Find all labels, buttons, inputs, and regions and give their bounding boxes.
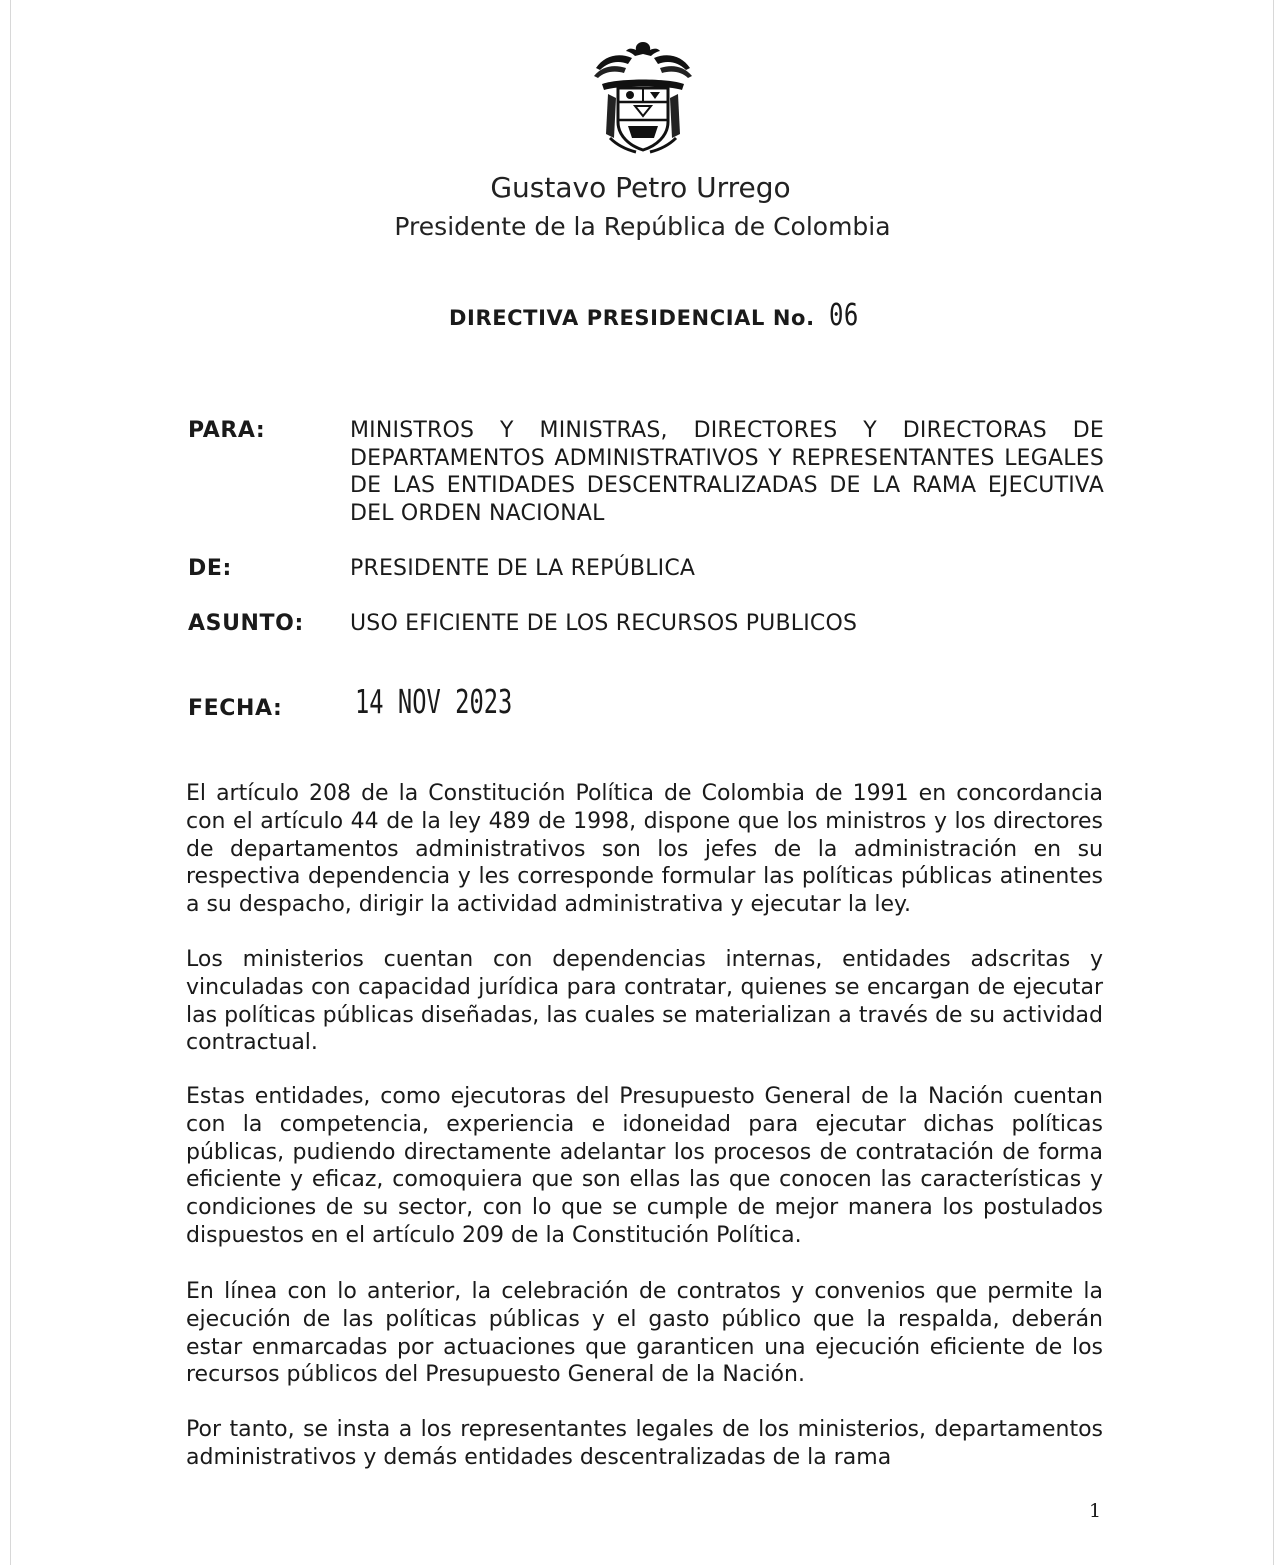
de-label: DE:	[188, 556, 232, 581]
president-name: Gustavo Petro Urrego	[490, 171, 791, 204]
body-paragraph-5: Por tanto, se insta a los representantes legales de los ministerios, departamentos administrativos y demás entidades descentralizadas de la rama	[186, 1417, 1103, 1470]
directive-number: 06	[828, 298, 859, 333]
asunto-value: USO EFICIENTE DE LOS RECURSOS PUBLICOS	[350, 611, 858, 636]
coat-of-arms-seal	[588, 38, 698, 156]
para-value: MINISTROS Y MINISTRAS, DIRECTORES Y DIRECTORAS DE DEPARTAMENTOS ADMINISTRATIVOS Y REPRESENTANTES LEGALES DE LAS ENTIDADES DESCENTRALIZADAS DE LA RAMA EJECUTIVA DEL ORDEN NACIONAL	[350, 418, 1104, 527]
directive-label: DIRECTIVA PRESIDENCIAL No.	[449, 306, 815, 330]
body-paragraph-4: En línea con lo anterior, la celebración de contratos y convenios que permite la ejecución de las políticas públicas y el gasto público que la respalda, deberán estar enmarcadas por actuaciones que garanticen una ejecución eficiente de los recursos públicos del Presupuesto General de la Nación.	[186, 1279, 1103, 1388]
body-paragraph-1: El artículo 208 de la Constitución Política de Colombia de 1991 en concordancia con el artículo 44 de la ley 489 de 1998, dispone que los ministros y los directores de departamentos administrativos son los jefes de la administración en su respectiva dependencia y les corresponde formular las políticas públicas atinentes a su despacho, dirigir la actividad administrativa y ejecutar la ley.	[186, 781, 1103, 918]
para-label: PARA:	[188, 418, 266, 443]
body-paragraph-2: Los ministerios cuentan con dependencias internas, entidades adscritas y vinculadas con capacidad jurídica para contratar, quienes se encargan de ejecutar las políticas públicas diseñadas, las cuales se materializan a través de su actividad contractual.	[186, 947, 1103, 1056]
fecha-label: FECHA:	[188, 696, 283, 721]
directive-heading	[449, 296, 866, 338]
president-title: Presidente de la República de Colombia	[394, 212, 891, 241]
asunto-label: ASUNTO:	[188, 611, 304, 636]
fecha-stamp: 14 NOV 2023	[355, 682, 513, 721]
body-paragraph-3: Estas entidades, como ejecutoras del Presupuesto General de la Nación cuentan con la competencia, experiencia e idoneidad para ejecutar dichas políticas públicas, pudiendo directamente adelantar los procesos de contratación de forma eficiente y eficaz, comoquiera que son ellas las que conocen las características y condiciones de su sector, con lo que se cumple de mejor manera los postulados dispuestos en el artículo 209 de la Constitución Política.	[186, 1084, 1103, 1248]
page-number: 1	[1089, 1500, 1102, 1522]
de-value: PRESIDENTE DE LA REPÚBLICA	[350, 556, 696, 581]
